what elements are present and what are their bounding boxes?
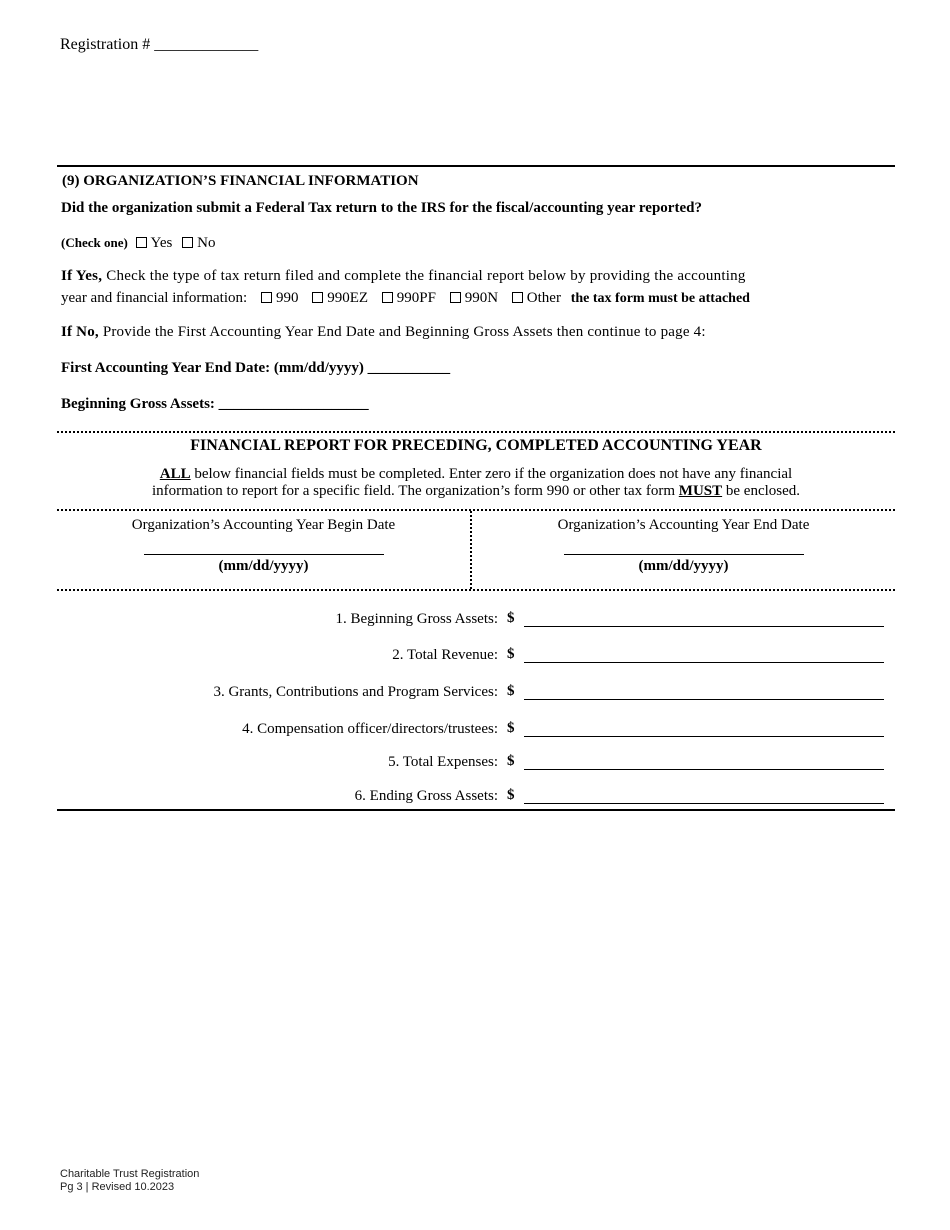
yes-checkbox[interactable] <box>136 237 147 248</box>
section-top-rule <box>57 165 895 167</box>
if-yes-line-1 <box>61 268 746 285</box>
begin-date-input[interactable] <box>144 554 384 555</box>
date-box-bottom <box>57 589 895 591</box>
footer <box>60 1168 199 1193</box>
item-ending-gross-assets-input[interactable] <box>524 803 884 804</box>
form-990pf-label: 990PF <box>396 290 436 306</box>
item-4-dollar: $ <box>507 720 515 736</box>
first-year-end-field <box>61 360 450 377</box>
item-3-dollar: $ <box>507 683 515 699</box>
footer-title: Charitable Trust Registration <box>60 1168 200 1180</box>
beginning-gross-assets-field <box>61 396 369 413</box>
report-top-divider <box>57 431 895 433</box>
item-beginning-gross-assets-label: 1. Beginning Gross Assets: <box>335 611 498 627</box>
if-yes-line-2 <box>61 290 750 307</box>
instructions-line-1: below financial fields must be completed. Enter zero if the organization does not have any financial <box>190 466 793 482</box>
form-other-label: Other <box>526 290 561 306</box>
must-emphasis: MUST <box>678 483 723 499</box>
check-one-label: (Check one) <box>61 235 128 250</box>
item-compensation-label: 4. Compensation officer/directors/trustees: <box>242 721 498 737</box>
if-yes-text-2: year and financial information: <box>61 290 248 306</box>
instructions-line-2-end: be enclosed. <box>722 483 801 499</box>
yes-label: Yes <box>150 235 173 251</box>
report-title: FINANCIAL REPORT FOR PRECEDING, COMPLETED ACCOUNTING YEAR <box>190 437 762 454</box>
registration-number <box>60 36 258 54</box>
begin-date-block <box>57 517 470 575</box>
begin-date-label: Organization’s Accounting Year Begin Date <box>131 517 396 533</box>
yes-no-group <box>61 235 215 252</box>
registration-label: Registration # <box>60 36 151 53</box>
form-990-checkbox[interactable] <box>261 292 272 303</box>
item-5-dollar: $ <box>507 753 515 769</box>
end-date-format: (mm/dd/yyyy) <box>638 558 729 574</box>
item-6-dollar: $ <box>507 787 515 803</box>
item-total-revenue-label: 2. Total Revenue: <box>392 647 498 663</box>
all-emphasis: ALL <box>159 466 191 482</box>
item-beginning-gross-assets-input[interactable] <box>524 626 884 627</box>
no-checkbox[interactable] <box>182 237 193 248</box>
item-total-revenue-input[interactable] <box>524 662 884 663</box>
item-1-dollar: $ <box>507 610 515 626</box>
first-year-end-input[interactable]: ___________ <box>367 360 451 376</box>
tax-return-question: Did the organization submit a Federal Tax return to the IRS for the fiscal/accounting year reported? <box>61 200 702 216</box>
if-no-line <box>61 324 706 341</box>
date-box-top <box>57 509 895 511</box>
item-2-dollar: $ <box>507 646 515 662</box>
end-date-input[interactable] <box>564 554 804 555</box>
form-990n-checkbox[interactable] <box>450 292 461 303</box>
form-990ez-checkbox[interactable] <box>312 292 323 303</box>
no-label: No <box>197 235 216 251</box>
item-compensation-input[interactable] <box>524 736 884 737</box>
end-date-block <box>472 517 895 575</box>
item-total-expenses-label: 5. Total Expenses: <box>388 754 498 770</box>
if-yes-text: Check the type of tax return filed and complete the financial report below by providing the accounting <box>102 268 746 284</box>
item-grants-input[interactable] <box>524 699 884 700</box>
beginning-gross-assets-input[interactable]: ____________________ <box>218 396 369 412</box>
form-990pf-checkbox[interactable] <box>382 292 393 303</box>
if-no-text: Provide the First Accounting Year End Date and Beginning Gross Assets then continue to page 4: <box>98 324 706 340</box>
form-other-checkbox[interactable] <box>512 292 523 303</box>
end-date-label: Organization’s Accounting Year End Date <box>557 517 810 533</box>
if-no-lead: If No, <box>61 324 99 340</box>
footer-page-revision: Pg 3 | Revised 10.2023 <box>60 1181 175 1193</box>
instructions-line-2: information to report for a specific field. The organization’s form 990 or other tax form <box>151 483 679 499</box>
form-990ez-label: 990EZ <box>327 290 369 306</box>
attach-note: the tax form must be attached <box>570 291 750 306</box>
section-bottom-rule <box>57 809 895 811</box>
first-year-end-label: First Accounting Year End Date: (mm/dd/yyyy) <box>61 360 364 376</box>
item-ending-gross-assets-label: 6. Ending Gross Assets: <box>354 788 498 804</box>
item-grants-label: 3. Grants, Contributions and Program Services: <box>213 684 498 700</box>
item-total-expenses-input[interactable] <box>524 769 884 770</box>
if-yes-lead: If Yes, <box>61 268 103 284</box>
beginning-gross-assets-label: Beginning Gross Assets: <box>61 396 215 412</box>
form-990n-label: 990N <box>464 290 499 306</box>
report-instructions <box>57 466 895 500</box>
begin-date-format: (mm/dd/yyyy) <box>218 558 309 574</box>
section-title: (9) ORGANIZATION’S FINANCIAL INFORMATION <box>62 173 419 189</box>
form-990-label: 990 <box>275 290 299 306</box>
registration-input[interactable]: _____________ <box>154 36 259 53</box>
